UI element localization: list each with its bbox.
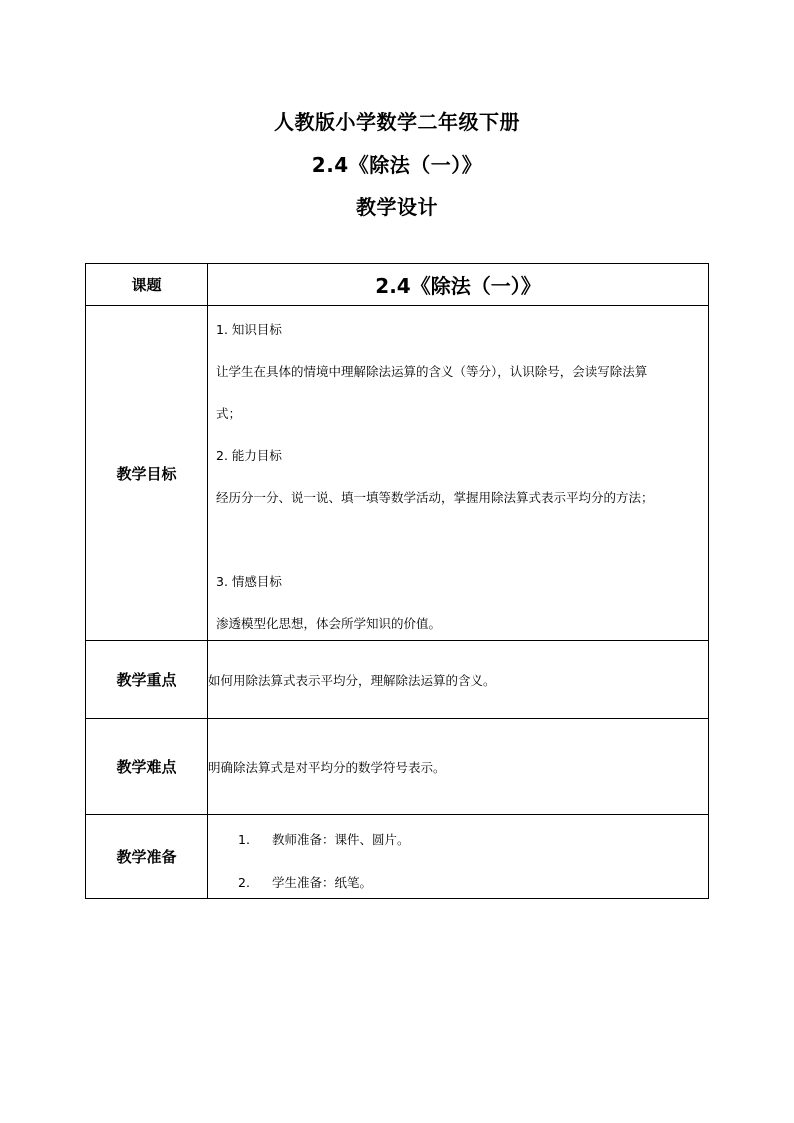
prep-item-text: 学生准备：纸笔。 <box>272 874 373 890</box>
prep-cell <box>208 815 709 899</box>
document-title: 人教版小学数学二年级下册 <box>274 110 520 134</box>
row-difficulty <box>86 719 709 815</box>
difficulty-label: 教学难点 <box>86 719 208 815</box>
row-prep <box>86 815 709 899</box>
goal-line: 渗透模型化思想，体会所学知识的价值。 <box>216 615 442 631</box>
goal-line: 让学生在具体的情境中理解除法运算的含义（等分），认识除号，会读写除法算 <box>216 363 648 379</box>
prep-item <box>238 830 410 848</box>
goal-line: 2. 能力目标 <box>216 447 282 463</box>
prep-label: 教学准备 <box>86 815 208 899</box>
prep-item-number: 1. <box>238 831 250 847</box>
goals-list <box>208 307 708 640</box>
goal-line: 3. 情感目标 <box>216 573 282 589</box>
goal-line: 经历分一分、说一说、填一填等数学活动，掌握用除法算式表示平均分的方法； <box>216 489 654 505</box>
difficulty-value: 明确除法算式是对平均分的数学符号表示。 <box>208 719 709 815</box>
prep-item <box>238 873 372 891</box>
lesson-title: 2.4《除法（一）》 <box>311 153 483 177</box>
lesson-plan-table <box>85 263 709 899</box>
focus-label: 教学重点 <box>86 641 208 719</box>
topic-value: 2.4《除法（一）》 <box>208 264 709 306</box>
row-goals <box>86 306 709 641</box>
focus-value: 如何用除法算式表示平均分，理解除法运算的含义。 <box>208 641 709 719</box>
row-topic <box>86 264 709 306</box>
goal-line: 1. 知识目标 <box>216 321 282 337</box>
document-subtitle: 教学设计 <box>356 195 438 219</box>
goal-line: 式； <box>216 405 242 421</box>
goals-cell <box>208 306 709 641</box>
prep-list <box>208 816 708 898</box>
topic-label: 课题 <box>86 264 208 306</box>
row-focus <box>86 641 709 719</box>
prep-item-text: 教师准备：课件、圆片。 <box>272 831 410 847</box>
prep-item-number: 2. <box>238 874 250 890</box>
goals-label: 教学目标 <box>86 306 208 641</box>
